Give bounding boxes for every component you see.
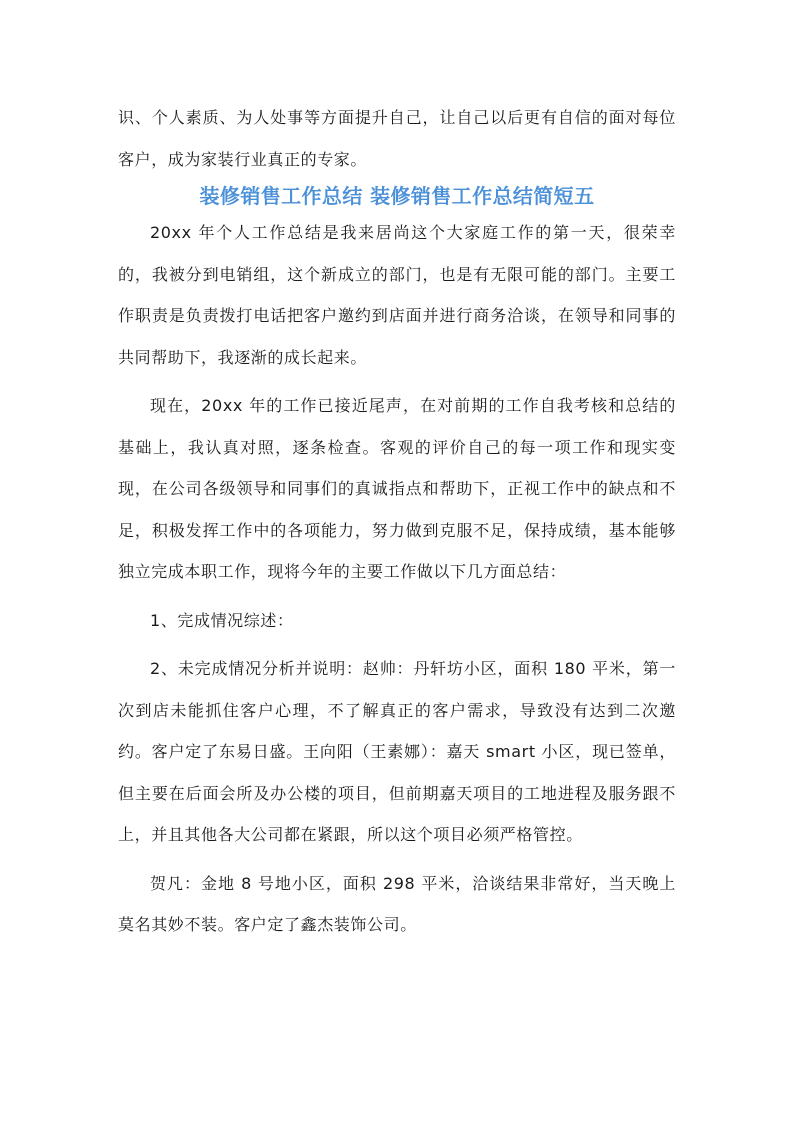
paragraph-2: 现在，20xx 年的工作已接近尾声，在对前期的工作自我考核和总结的基础上，我认真对照，逐条检查。客观的评价自己的每一项工作和现实变现，在公司各级领导和同事们的真诚指点和帮助下，正视工作中的缺点和不足，积极发挥工作中的各项能力，努力做到克服不足，保持成绩，基本能够独立完成本职工作，现将今年的主要工作做以下几方面总结： (118, 396, 676, 581)
paragraph-5: 贺凡：金地 8 号地小区，面积 298 平米，洽谈结果非常好，当天晚上莫名其妙不装。客户定了鑫杰装饰公司。 (118, 873, 676, 934)
section-title: 装修销售工作总结 装修销售工作总结简短五 (199, 184, 595, 208)
paragraph-3: 1、完成情况综述： (150, 610, 294, 630)
paragraph-4: 2、未完成情况分析并说明：赵帅：丹轩坊小区，面积 180 平米，第一次到店未能抓住客户心理，不了解真正的客户需求，导致没有达到二次邀约。客户定了东易日盛。王向阳（王素娜）：嘉天 smart 小区，现已签单，但主要在后面会所及办公楼的项目，但前期嘉天项目的工地进程及服务跟不上，并且其他各大公司都在紧跟，所以这个项目必须严格管控。 (118, 659, 676, 844)
paragraph-1: 20xx 年个人工作总结是我来居尚这个大家庭工作的第一天，很荣幸的，我被分到电销组，这个新成立的部门，也是有无限可能的部门。主要工作职责是负责拨打电话把客户邀约到店面并进行商务洽谈，在领导和同事的共同帮助下，我逐渐的成长起来。 (118, 223, 676, 367)
document-body (118, 97, 676, 946)
intro-paragraph: 识、个人素质、为人处事等方面提升自己，让自己以后更有自信的面对每位客户，成为家装行业真正的专家。 (118, 108, 676, 169)
